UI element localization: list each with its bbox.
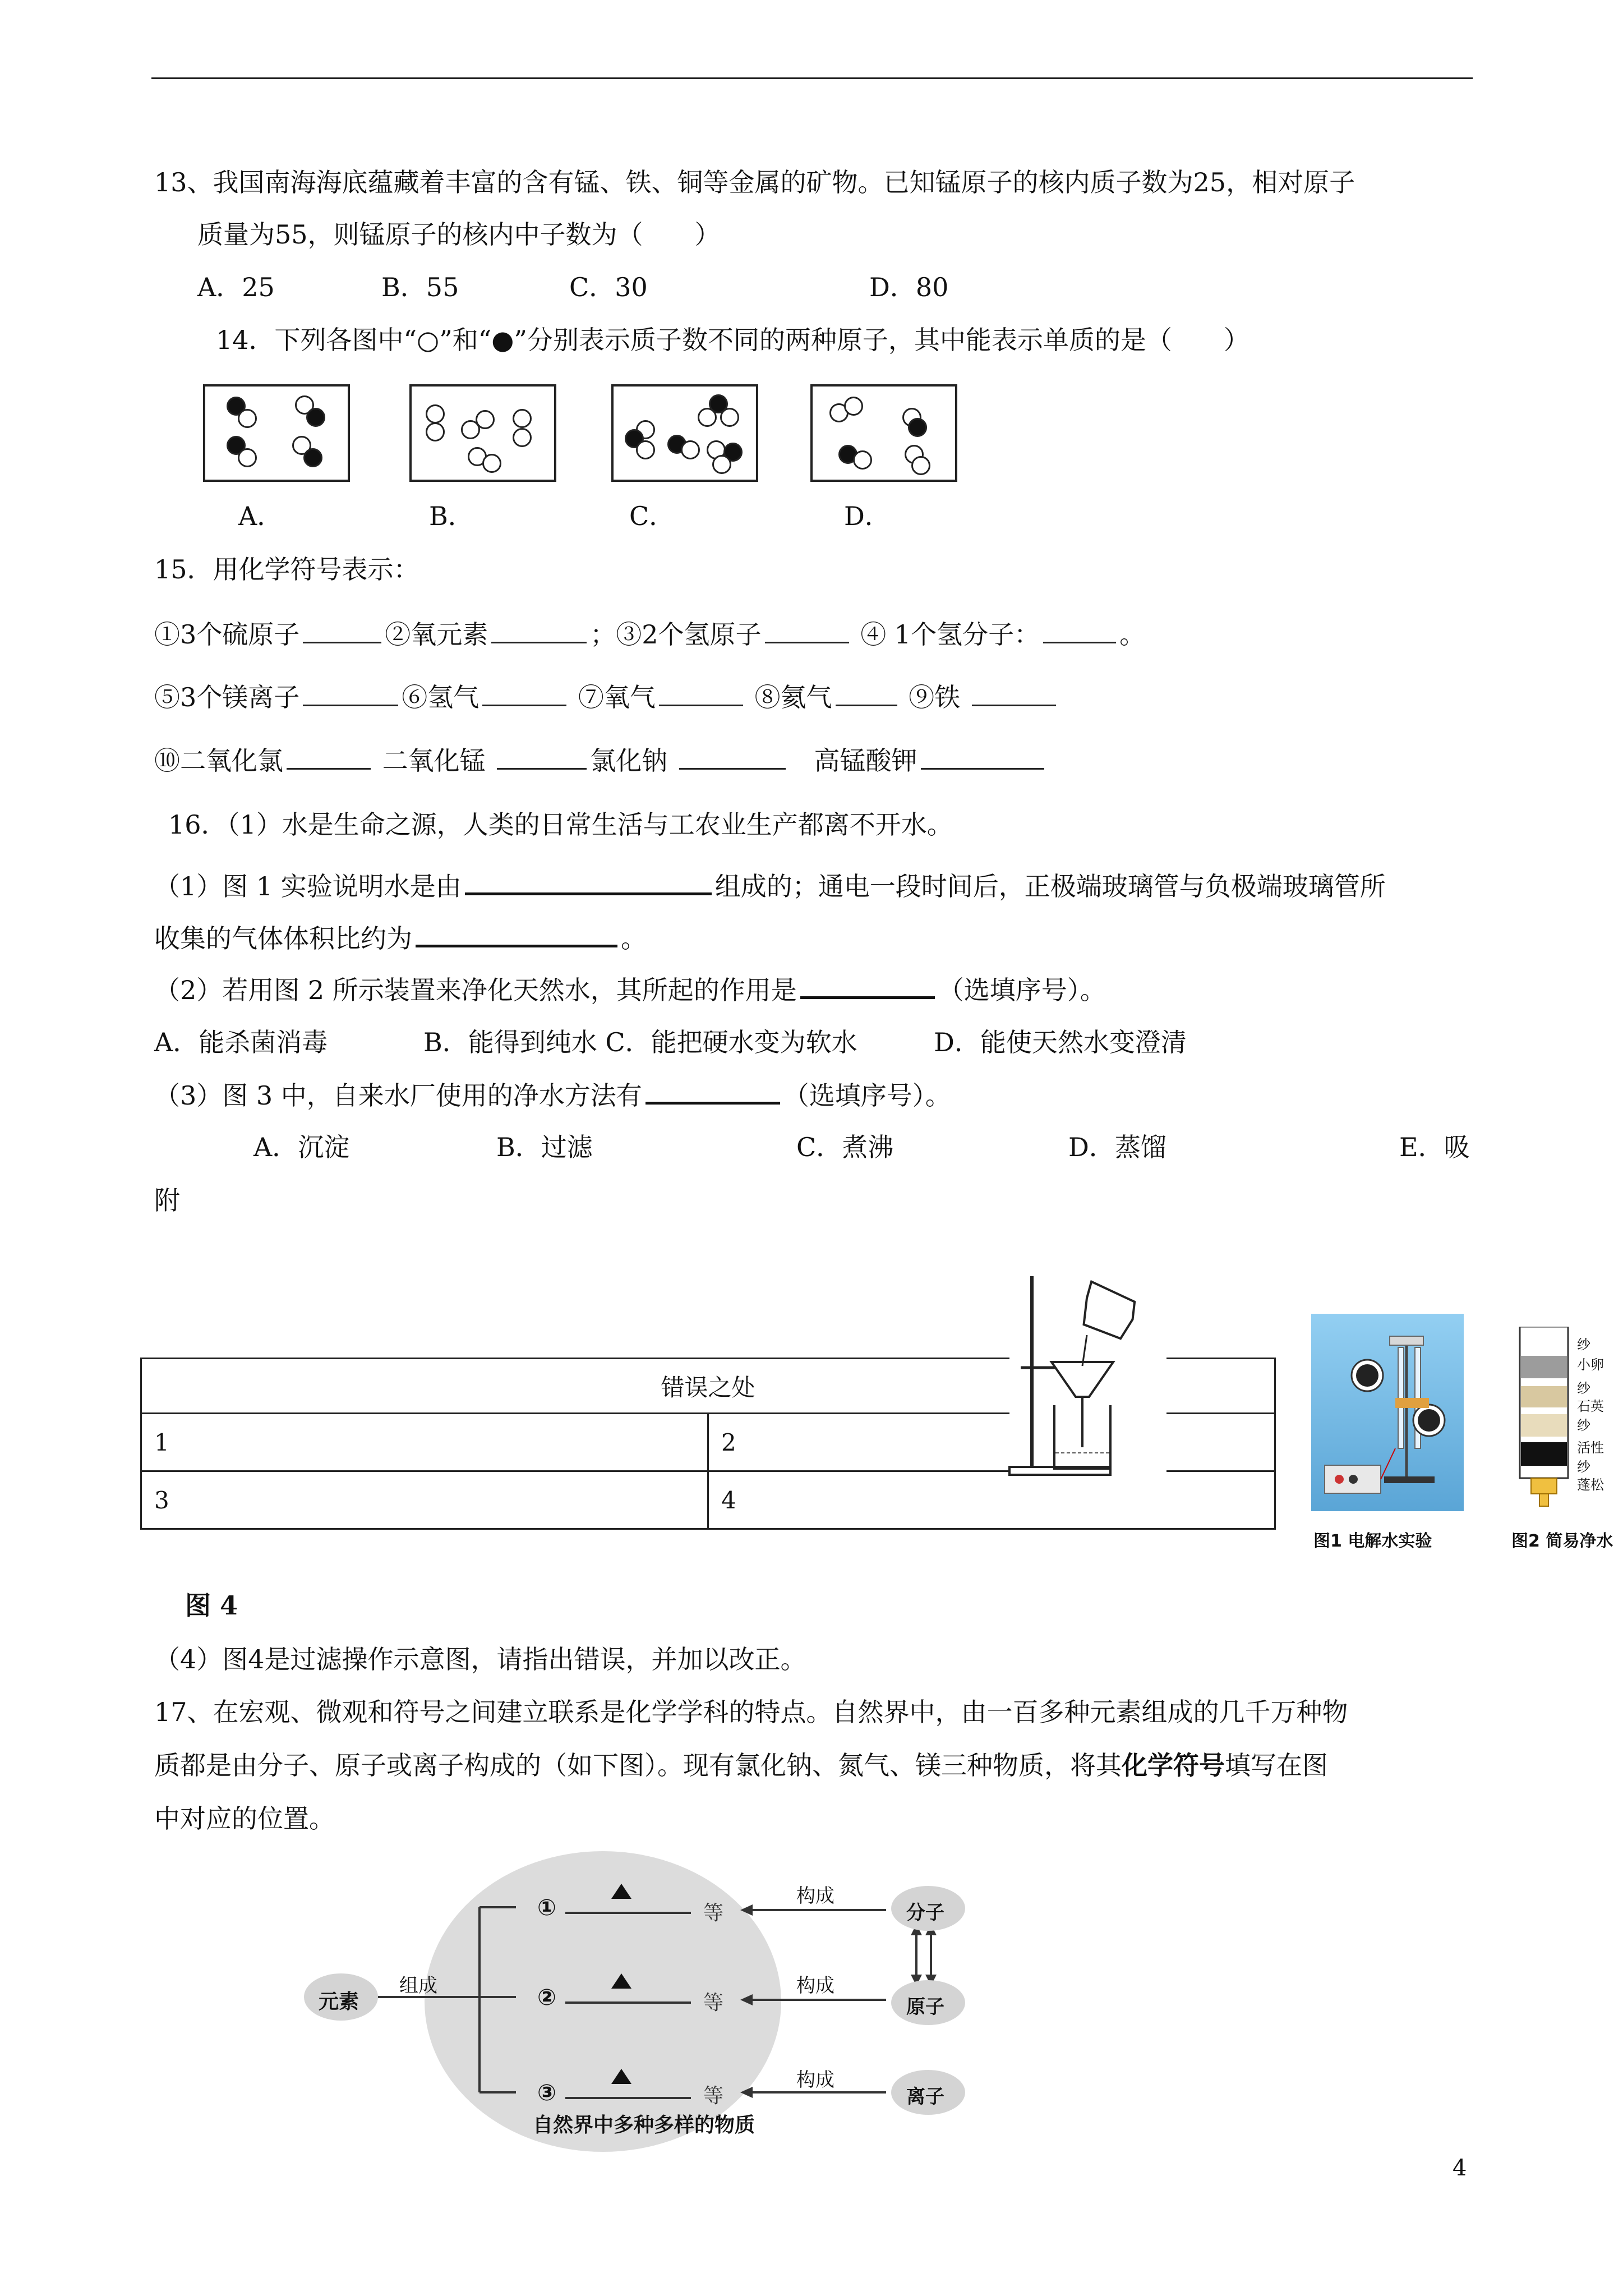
q14-label-b: B． [429,501,474,531]
answer-blank[interactable] [921,743,1044,770]
q16-part2-text-a: （2）若用图 2 所示装置来净化天然水，其所起的作用是 [154,975,797,1005]
q15-row1 [154,617,1145,651]
answer-blank[interactable] [303,680,398,706]
q16-part1-text-d: 。 [621,923,647,954]
error-table-cell[interactable]: 3 [141,1471,708,1529]
answer-blank[interactable] [1043,617,1116,643]
fig4-label: 图 4 [185,1590,238,1621]
q15-item-1: ①3个硫原子 [154,619,300,650]
white-atom-icon [513,409,532,428]
q14-box-d [810,384,957,482]
q15-item-6: ⑥氢气 [402,682,479,712]
etc-label: 等 [703,1902,724,1925]
particle-molecule: 分子 [906,1902,944,1924]
answer-blank[interactable] [465,868,712,895]
white-atom-icon [476,410,495,429]
purifier-layer-label: 纱 [1577,1459,1590,1475]
q15-item-3: ；③2个氢原子 [590,619,762,650]
white-atom-icon [853,450,872,470]
q15-item-13: 高锰酸钾 [814,746,917,776]
white-atom-icon [513,428,532,447]
white-atom-icon [720,408,739,427]
q15-item-4: ④ 1个氢分子： [860,619,1040,650]
q15-item-7: ⑦氧气 [578,682,656,712]
fig1-caption: 图1 电解水实验 [1313,1531,1432,1551]
answer-blank[interactable] [659,680,743,706]
answer-blank[interactable] [416,920,617,947]
header-rule [151,77,1473,79]
error-table-cell[interactable]: 2 [708,1414,1275,1471]
q16-part1-text-c: 收集的气体体积比约为 [154,923,412,954]
q14-label-d: D． [844,501,891,531]
q16-part4: （4）图4是过滤操作示意图，请指出错误，并加以改正。 [154,1644,806,1674]
q14-box-c [611,384,758,482]
q16-part3-text-b: （选填序号）。 [783,1080,951,1111]
q14-box-a [203,384,350,482]
q14-box-b [409,384,556,482]
white-atom-icon [238,448,257,467]
answer-blank[interactable] [497,743,587,770]
white-atom-icon [426,422,445,441]
q16-part1-text-b: 组成的；通电一段时间后，正极端玻璃管与负极端玻璃管所 [714,871,1386,901]
q16-part3-option-a: A．沉淀 [253,1132,350,1162]
purifier-layer-label: 纱 [1577,1381,1590,1396]
slot-2-label: ② [537,1985,556,2010]
construct-label: 构成 [796,1885,834,1907]
white-atom-icon [844,397,863,416]
q15-row3 [154,743,1048,777]
white-atom-icon [698,408,717,427]
q16-part2-option-d: D．能使天然水变澄清 [934,1027,1187,1057]
white-atom-icon [636,440,655,459]
substance-composition-diagram [292,1846,1004,2160]
answer-blank[interactable] [287,743,371,770]
q15-row1-end: 。 [1119,619,1146,650]
purifier-layer-label: 蓬松 [1577,1477,1604,1493]
error-table-cell[interactable]: 1 [141,1414,708,1471]
q17-line3: 中对应的位置。 [154,1803,335,1834]
q15-item-12: 氯化钠 [590,746,668,776]
particle-ion: 离子 [906,2086,944,2108]
q15-item-9: ⑨铁 [909,682,961,712]
q17-line2 [154,1749,1328,1782]
q16-intro: 16．（1）水是生命之源，人类的日常生活与工农业生产都离不开水。 [168,809,953,840]
white-atom-icon [426,404,445,424]
q13-option-a: A．25 [197,272,275,302]
answer-blank[interactable] [765,617,849,643]
purifier-layer-label: 纱 [1577,1418,1590,1433]
answer-blank[interactable] [679,743,786,770]
q15-row2 [154,680,1059,714]
q14-label-c: C． [629,501,675,531]
simple-purifier-diagram [1514,1327,1623,1517]
compose-label: 组成 [399,1975,437,1997]
q13-option-b: B．55 [381,272,459,302]
etc-label: 等 [703,1991,724,2014]
q15-item-2: ②氧元素 [385,619,488,650]
q17-line2-text-a: 质都是由分子、原子或离子构成的（如下图）。现有氯化钠、氮气、镁三种物质，将其 [154,1750,1122,1780]
answer-blank[interactable] [800,972,935,999]
purifier-layer-label: 活性 [1577,1440,1604,1456]
etc-label: 等 [703,2085,724,2108]
q16-part3-wrap: 附 [154,1185,180,1216]
q16-part3-text-a: （3）图 3 中，自来水厂使用的净水方法有 [154,1080,642,1111]
q15-item-11: 二氧化锰 [382,746,486,776]
answer-blank[interactable] [482,680,566,706]
element-node: 元素 [319,1990,359,2013]
q17-line1: 17、在宏观、微观和符号之间建立联系是化学学科的特点。自然界中，由一百多种元素组成的几千万种物 [154,1697,1348,1727]
q16-part2-text-b: （选填序号）。 [938,975,1106,1005]
white-atom-icon [681,440,700,459]
q13-line1: 13、我国南海海底蕴藏着丰富的含有锰、铁、铜等金属的矿物。已知锰原子的核内质子数为25，相对原子 [154,167,1355,197]
answer-blank[interactable] [972,680,1056,706]
q14-stem: 14．下列各图中“○”和“●”分别表示质子数不同的两种原子，其中能表示单质的是（ ） [216,325,1249,355]
black-atom-icon [303,448,322,467]
electrolysis-photo [1311,1314,1464,1511]
q13-option-c: C．30 [569,272,648,302]
purifier-column-icon [1514,1327,1623,1517]
q16-part2-option-a: A．能杀菌消毒 [154,1027,328,1057]
purifier-layer-label: 小卵 [1577,1357,1604,1373]
q13-option-d: D．80 [869,272,949,302]
q16-part1-text-a: （1）图 1 实验说明水是由 [154,871,462,901]
q16-part1-line2 [154,920,647,955]
white-atom-icon [712,455,731,474]
q15-item-10: ⑩二氧化氯 [154,746,283,776]
q16-part3-option-e: E．吸 [1399,1132,1470,1162]
error-table-header: 错误之处 [141,1359,1275,1414]
black-atom-icon [306,408,325,427]
q16-part3 [154,1077,951,1112]
construct-label: 构成 [796,2069,834,2091]
q17-line2-bold: 化学符号 [1122,1750,1225,1780]
construct-label: 构成 [796,1975,834,1997]
white-atom-icon [238,409,257,428]
q16-part2-option-b: B．能得到纯水 C．能把硬水变为软水 [423,1027,857,1057]
q16-part3-option-b: B．过滤 [496,1132,593,1162]
q15-item-5: ⑤3个镁离子 [154,682,300,712]
q15-title: 15．用化学符号表示： [154,554,419,585]
filtration-apparatus-diagram [998,1268,1166,1481]
white-atom-icon [911,456,930,475]
q16-part3-option-d: D．蒸馏 [1068,1132,1166,1162]
q17-line2-text-b: 填写在图 [1225,1750,1328,1780]
answer-blank[interactable] [645,1077,780,1105]
black-atom-icon [908,418,927,437]
q16-part1-line1 [154,868,1386,903]
purifier-layer-label: 纱 [1577,1337,1590,1352]
q14-label-a: A． [238,501,283,531]
answer-blank[interactable] [303,617,381,643]
slot-3-label: ③ [537,2080,556,2106]
particle-atom: 原子 [906,1996,944,2018]
purifier-layer-label: 石英 [1577,1398,1604,1414]
slot-1-label: ① [537,1895,556,1921]
fig2-caption: 图2 简易净水 [1511,1531,1613,1551]
q16-part2 [154,972,1106,1007]
diagram-caption: 自然界中多种多样的物质 [533,2114,755,2137]
answer-blank[interactable] [836,680,897,706]
white-atom-icon [482,454,501,473]
error-table-cell[interactable]: 4 [708,1471,1275,1529]
q16-part3-option-c: C．煮沸 [796,1132,894,1162]
q15-item-8: ⑧氦气 [754,682,832,712]
answer-blank[interactable] [491,617,587,643]
q13-line2: 质量为55，则锰原子的核内中子数为（ ） [197,219,721,250]
page-number: 4 [1453,2155,1467,2181]
